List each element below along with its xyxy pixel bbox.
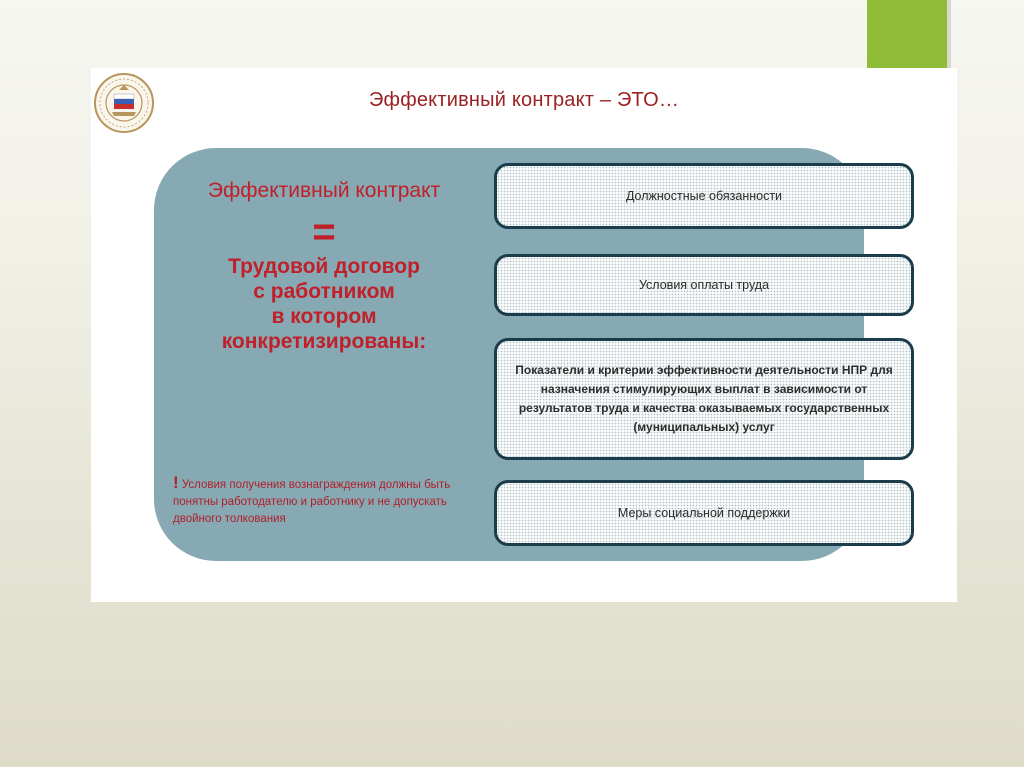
green-accent-square (867, 0, 947, 68)
definition-line: конкретизированы: (221, 330, 427, 353)
accent-shadow (947, 0, 951, 68)
item-social-support: Меры социальной поддержки (494, 480, 914, 546)
definition-text (174, 178, 474, 354)
slide-title: Эффективный контракт – ЭТО… (368, 89, 680, 111)
warning-note (173, 474, 473, 528)
definition-line: с работником (253, 280, 395, 303)
item-job-duties: Должностные обязанности (494, 163, 914, 229)
equals-sign: = (312, 210, 336, 254)
exclamation-mark: ! (173, 473, 179, 492)
note-text: Условия получения вознаграждения должны быть понятны работодателю и работнику и не допускать двойного толкования (173, 479, 451, 525)
definition-line: в котором (271, 305, 377, 328)
item-pay-conditions: Условия оплаты труда (494, 254, 914, 316)
definition-heading: Эффективный контракт (207, 179, 441, 202)
item-performance-criteria: Показатели и критерии эффективности деятельности НПР для назначения стимулирующих выплат в зависимости от результатов труда и качества оказываемых государственных (муниципальных) услуг (494, 338, 914, 460)
slide-image (91, 68, 957, 602)
definition-line: Трудовой договор (228, 255, 420, 278)
